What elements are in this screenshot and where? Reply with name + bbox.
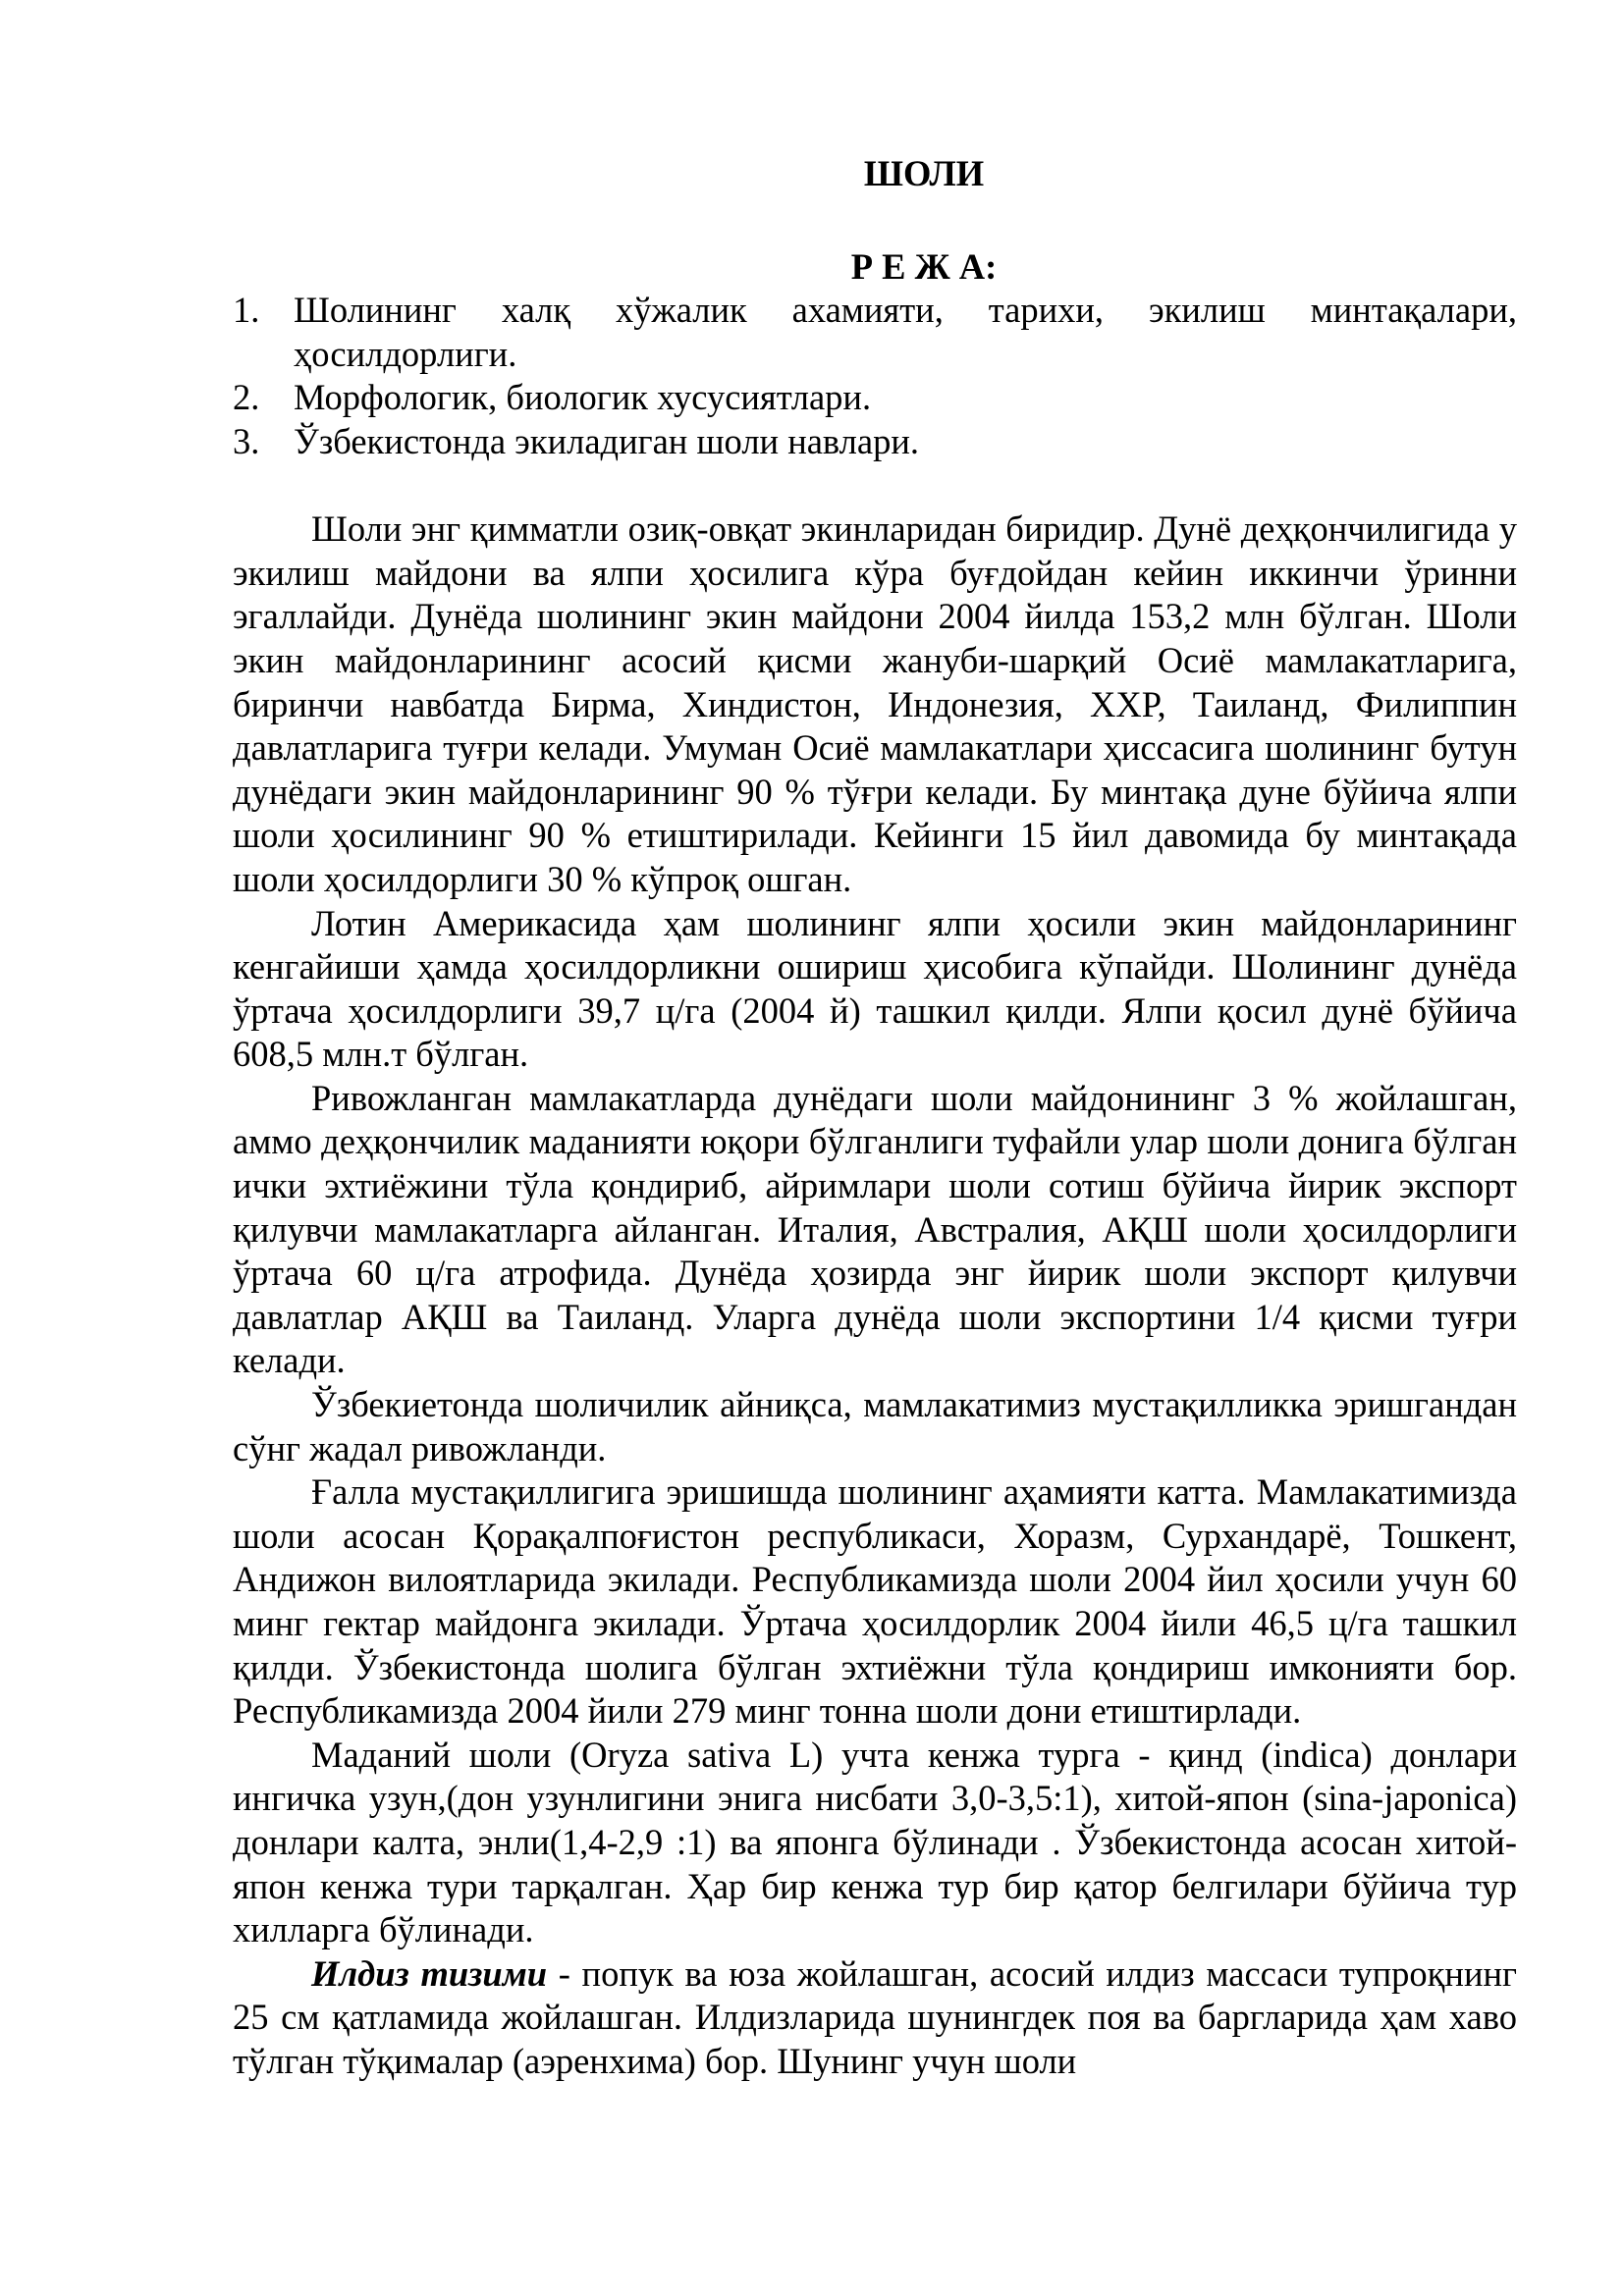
paragraph-subspecies: Маданий шоли (Oryza sativa L) учта кенжа турга - қинд (indica) донлари ингичка узун,(дон узунлигини энига нисбати 3,0-3,5:1), хитой-япон (sina-japonica) донлари калта, энли(1,4-2,9 :1) ва японга бўлинади . Ўзбекистонда асосан хитой-япон кенжа тури тарқалган. Ҳар бир кенжа тур бир қатор белгилари бўйича тур хилларга бўлинади. — [233, 1734, 1517, 1950]
plan-list — [233, 289, 1517, 463]
plan-item-number: 3. — [233, 420, 260, 461]
document-page — [233, 152, 1517, 2084]
plan-item — [233, 289, 1517, 376]
paragraph-developed-countries: Ривожланган мамлакатларда дунёдаги шоли майдонининг 3 % жойлашган, аммо деҳқончилик маданияти юқори бўлганлиги туфайли улар шоли донига бўлган ички эхтиёжини тўла қондириб, айримлари шоли сотиш бўйича йирик экспорт қилувчи мамлакатларга айланган. Италия, Австралия, АҚШ шоли ҳосилдорлиги ўртача 60 ц/га атрофида. Дунёда ҳозирда энг йирик шоли экспорт қилувчи давлатлар АҚШ ва Таиланд. Уларга дунёда шоли экспортини 1/4 қисми туғри келади. — [233, 1077, 1517, 1381]
paragraph-latin-america: Лотин Америкасида ҳам шолининг ялпи ҳосили экин майдонларининг кенгайиши ҳамда ҳосилдорликни ошириш ҳисобига кўпайди. Шолининг дунёда ўртача ҳосилдорлиги 39,7 ц/га (2004 й) ташкил қилди. Ялпи қосил дунё бўйича 608,5 млн.т бўлган. — [233, 902, 1517, 1075]
plan-item-number: 1. — [233, 290, 260, 331]
plan-heading: Р Е Ж А: — [850, 245, 998, 287]
plan-item — [233, 376, 1517, 420]
paragraph-world-rice: Шоли энг қимматли озиқ-овқат экинларидан биридир. Дунё деҳқончилигида у экилиш майдони ва ялпи ҳосилига кўра буғдойдан кейин иккинчи ўринни эгаллайди. Дунёда шолининг экин майдони 2004 йилда 153,2 млн бўлган. Шоли экин майдонларининг асосий қисми жануби-шарқий Осиё мамлакатларига, биринчи навбатда Бирма, Хиндистон, Индонезия, ХХР, Таиланд, Филиппин давлатларига туғри келади. Умуман Осиё мамлакатлари ҳиссасига шолининг бутун дунёдаги экин майдонларининг 90 % тўғри келади. Бу минтақа дуне бўйича ялпи шоли ҳосилининг 90 % етиштирилади. Кейинги 15 йил давомида бу минтақада шоли ҳосилдорлиги 30 % кўпроқ ошган. — [233, 508, 1517, 899]
root-system-text: - попук ва юза жойлашган, асосий илдиз массаси тупроқнинг 25 см қатламида жойлашган. Илдизларида шунингдек поя ва баргларида ҳам хаво тўлган тўқималар (аэренхима) бор. Шунинг учун шоли — [233, 1952, 1517, 2081]
term-root-system: Илдиз тизими — [311, 1952, 547, 1994]
plan-item-text: Шолининг халқ хўжалик ахамияти, тарихи, экилиш минтақалари, ҳосилдорлиги. — [294, 290, 1517, 374]
paragraph-root-system — [233, 1952, 1517, 2084]
plan-item-number: 2. — [233, 377, 260, 418]
document-title: ШОЛИ — [863, 153, 985, 193]
paragraph-grain-independence: Ғалла мустақиллигига эришишда шолининг аҳамияти катта. Мамлакатимизда шоли асосан Қорақалпоғистон республикаси, Хоразм, Сурхандарё, Тошкент, Андижон вилоятларида экилади. Республикамизда шоли 2004 йил ҳосили учун 60 минг гектар майдонга экилади. Ўртача ҳосилдорлик 2004 йили 46,5 ц/га ташкил қилди. Ўзбекистонда шолига бўлган эхтиёжни тўла қондириш имконияти бор. Республикамизда 2004 йили 279 минг тонна шоли дони етиштирлади. — [233, 1471, 1517, 1732]
plan-item-text: Ўзбекистонда экиладиган шоли навлари. — [294, 420, 920, 461]
plan-item — [233, 420, 1517, 464]
plan-item-text: Морфологик, биологик хусусиятлари. — [294, 377, 872, 418]
paragraph-uzbekistan-growth: Ўзбекиетонда шоличилик айниқса, мамлакатимиз мустақилликка эришгандан сўнг жадал ривожланди. — [233, 1384, 1517, 1468]
